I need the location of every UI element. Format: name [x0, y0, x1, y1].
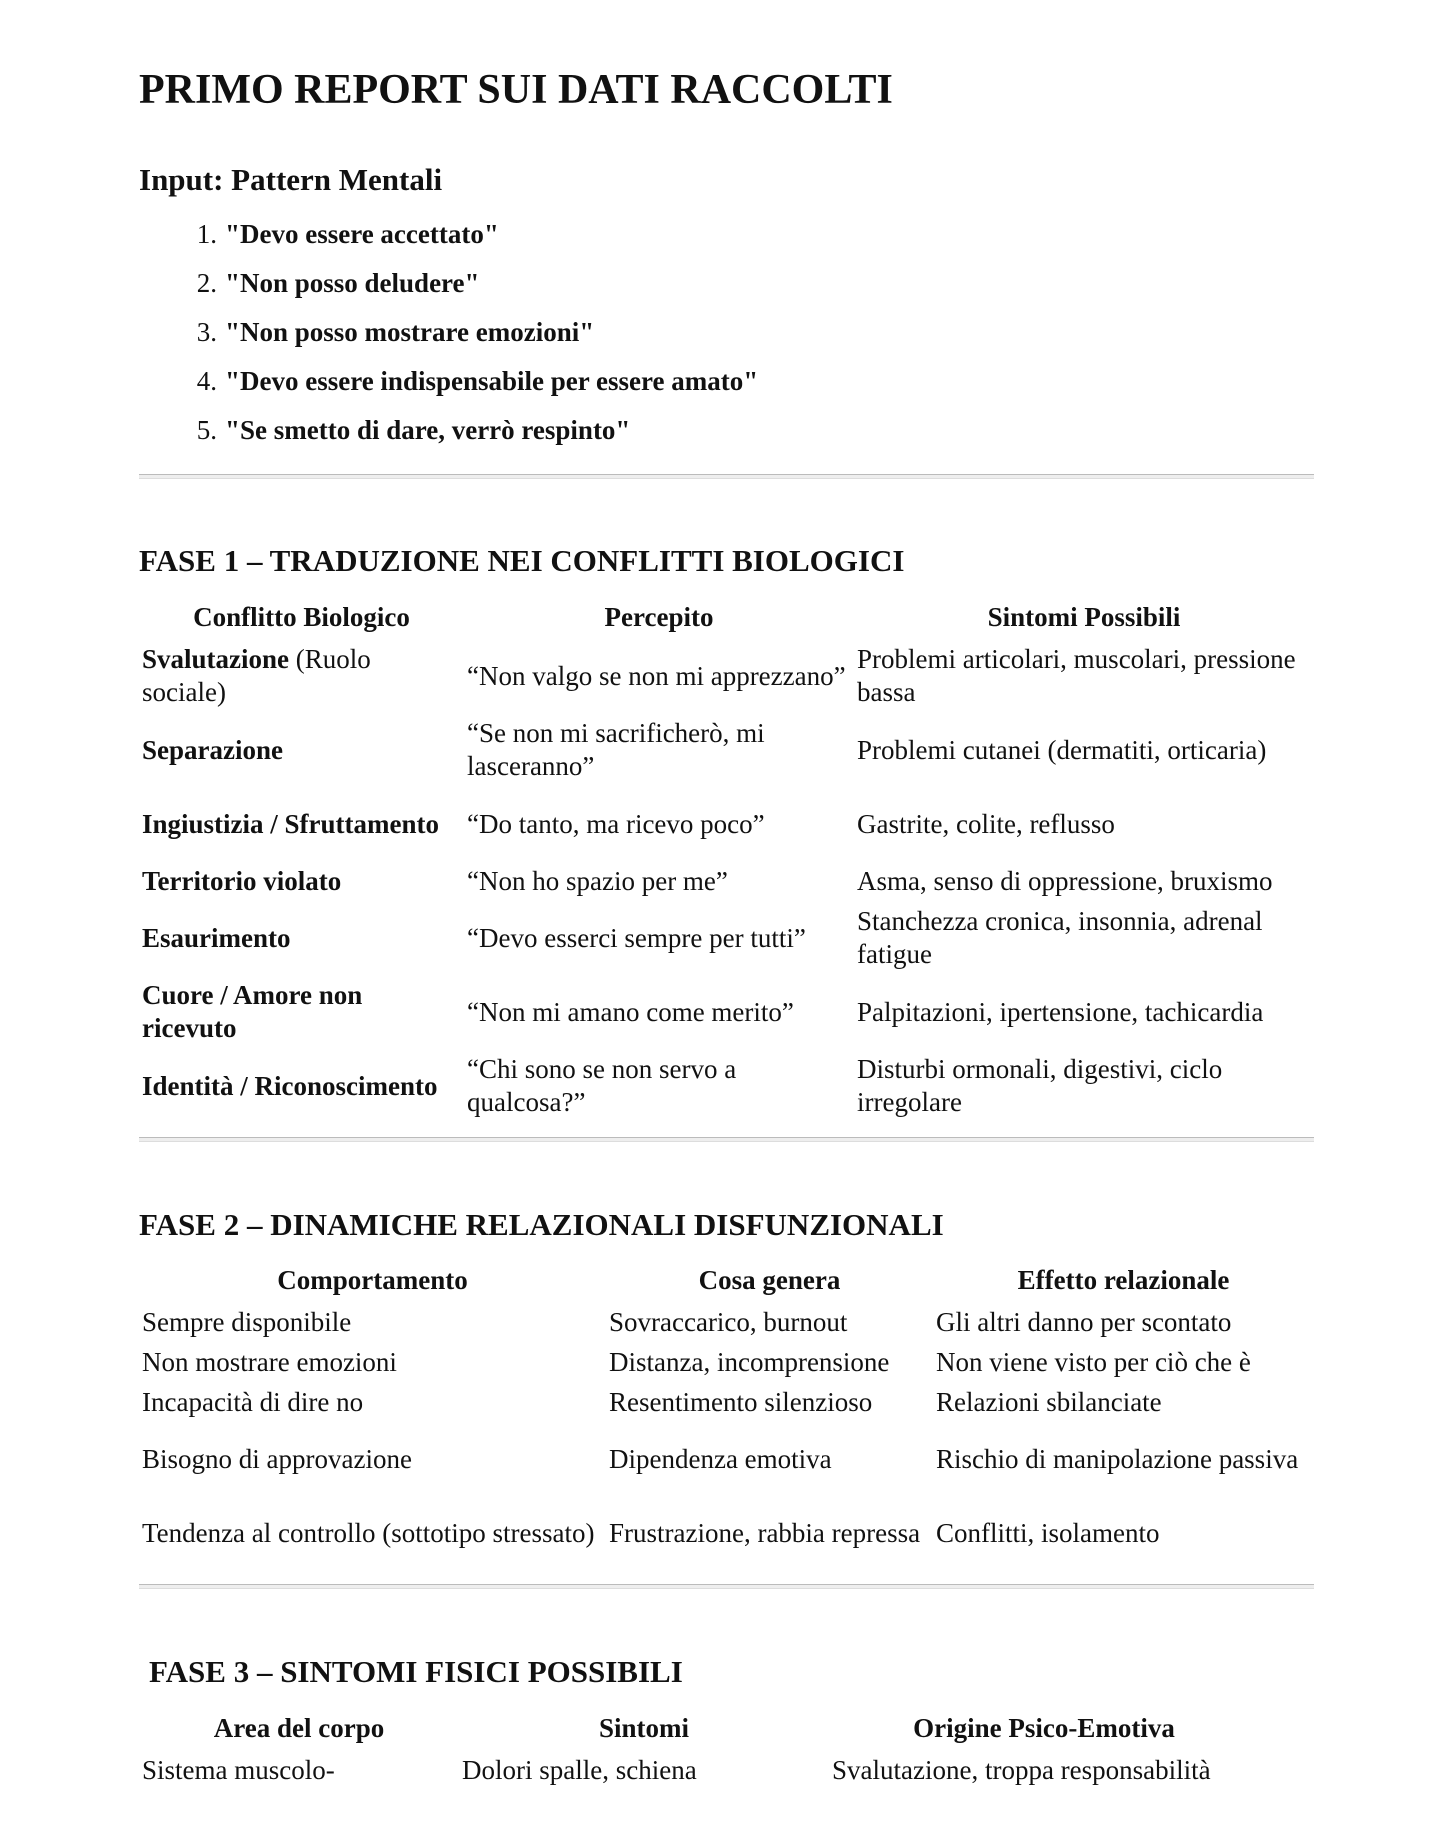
- fase1-table: [139, 595, 1314, 1123]
- column-header: Sintomi Possibili: [987, 601, 1181, 632]
- table-header-row: [139, 595, 1314, 639]
- column-header: Conflitto Biologico: [193, 601, 410, 632]
- table-cell: Frustrazione, rabbia repressa: [609, 1517, 921, 1548]
- table-row: [139, 1496, 1314, 1570]
- table-cell: Svalutazione, troppa responsabilità: [832, 1754, 1211, 1785]
- table-cell: Relazioni sbilanciate: [936, 1386, 1162, 1417]
- table-cell: Incapacità di dire no: [142, 1386, 364, 1417]
- fase3-table: [139, 1706, 1259, 1790]
- fase2-heading: FASE 2 – DINAMICHE RELAZIONALI DISFUNZIONALI: [139, 1207, 944, 1242]
- table-row: [139, 1422, 1314, 1496]
- table-row: [139, 713, 1314, 787]
- table-cell: Non mostrare emozioni: [142, 1346, 397, 1377]
- table-row: [139, 901, 1314, 975]
- column-header: Origine Psico-Emotiva: [913, 1712, 1175, 1743]
- fase3-heading: FASE 3 – SINTOMI FISICI POSSIBILI: [149, 1654, 683, 1689]
- column-header: Cosa genera: [698, 1264, 841, 1295]
- list-number: 1.: [196, 219, 217, 249]
- list-number: 3.: [196, 317, 217, 347]
- table-row: [139, 1302, 1314, 1342]
- divider: [139, 1137, 1314, 1142]
- table-cell: “Non valgo se non mi apprezzano”: [467, 660, 846, 691]
- table-cell: Gastrite, colite, reflusso: [857, 808, 1115, 839]
- list-item: [139, 259, 758, 308]
- table-cell: Ingiustizia / Sfruttamento: [142, 808, 439, 839]
- table-row: [139, 975, 1314, 1049]
- table-cell: Gli altri danno per scontato: [936, 1306, 1232, 1337]
- table-cell: Identità / Riconoscimento: [142, 1070, 438, 1101]
- table-cell: Separazione: [142, 734, 283, 765]
- list-number: 2.: [196, 268, 217, 298]
- table-cell: Dipendenza emotiva: [609, 1443, 832, 1474]
- table-header-row: [139, 1706, 1259, 1750]
- table-row: [139, 787, 1314, 861]
- table-cell: Tendenza al controllo (sottotipo stressato): [142, 1517, 595, 1548]
- table-header-row: [139, 1258, 1314, 1302]
- table-row: [139, 1382, 1314, 1422]
- table-cell: Problemi articolari, muscolari, pressione bassa: [857, 644, 1296, 707]
- list-text: "Non posso mostrare emozioni": [225, 317, 595, 347]
- table-row: [139, 1750, 1259, 1790]
- table-cell: Bisogno di approvazione: [142, 1443, 412, 1474]
- table-cell: Dolori spalle, schiena: [462, 1754, 697, 1785]
- fase1-heading: FASE 1 – TRADUZIONE NEI CONFLITTI BIOLOGICI: [139, 543, 905, 578]
- conflict-note: (Ruolo sociale): [142, 644, 371, 707]
- pattern-list: [139, 210, 758, 455]
- table-cell: “Chi sono se non servo a qualcosa?”: [467, 1054, 737, 1117]
- list-number: 5.: [196, 415, 217, 445]
- divider: [139, 474, 1314, 479]
- table-cell: Non viene visto per ciò che è: [936, 1346, 1251, 1377]
- column-header: Percepito: [604, 601, 714, 632]
- column-header: Effetto relazionale: [1017, 1264, 1230, 1295]
- table-cell: Palpitazioni, ipertensione, tachicardia: [857, 996, 1264, 1027]
- table-row: [139, 1342, 1314, 1382]
- table-cell: Territorio violato: [142, 865, 342, 896]
- input-heading: Input: Pattern Mentali: [139, 162, 443, 197]
- column-header: Sintomi: [598, 1712, 690, 1743]
- table-row: [139, 639, 1314, 713]
- table-cell: Esaurimento: [142, 922, 291, 953]
- list-item: [139, 357, 758, 406]
- table-cell: Cuore / Amore non ricevuto: [142, 980, 363, 1043]
- divider: [139, 1584, 1314, 1589]
- table-cell: [139, 639, 464, 713]
- list-item: [139, 406, 758, 455]
- table-cell: “Non mi amano come merito”: [467, 996, 794, 1027]
- list-item: [139, 210, 758, 259]
- table-cell: Problemi cutanei (dermatiti, orticaria): [857, 734, 1267, 765]
- column-header: Area del corpo: [213, 1712, 385, 1743]
- list-item: [139, 308, 758, 357]
- list-text: "Non posso deludere": [225, 268, 480, 298]
- conflict-name: Svalutazione: [142, 644, 290, 674]
- table-cell: Sistema muscolo-: [142, 1754, 335, 1785]
- list-number: 4.: [196, 366, 217, 396]
- list-text: "Se smetto di dare, verrò respinto": [225, 415, 631, 445]
- table-row: [139, 1049, 1314, 1123]
- fase2-table: [139, 1258, 1314, 1570]
- table-cell: Rischio di manipolazione passiva: [936, 1443, 1299, 1474]
- table-cell: Sempre disponibile: [142, 1306, 352, 1337]
- table-cell: “Non ho spazio per me”: [467, 865, 728, 896]
- table-cell: Conflitti, isolamento: [936, 1517, 1160, 1548]
- table-cell: Distanza, incomprensione: [609, 1346, 890, 1377]
- table-cell: Sovraccarico, burnout: [609, 1306, 848, 1337]
- list-text: "Devo essere accettato": [225, 219, 499, 249]
- table-row: [139, 861, 1314, 901]
- table-cell: Disturbi ormonali, digestivi, ciclo irregolare: [857, 1054, 1223, 1117]
- table-cell: Asma, senso di oppressione, bruxismo: [857, 865, 1273, 896]
- table-cell: Stanchezza cronica, insonnia, adrenal fatigue: [857, 906, 1263, 969]
- table-cell: “Se non mi sacrificherò, mi lasceranno”: [467, 718, 765, 781]
- page-title: PRIMO REPORT SUI DATI RACCOLTI: [139, 67, 893, 113]
- column-header: Comportamento: [277, 1264, 468, 1295]
- list-text: "Devo essere indispensabile per essere amato": [225, 366, 759, 396]
- table-cell: “Do tanto, ma ricevo poco”: [467, 808, 765, 839]
- table-cell: Resentimento silenzioso: [609, 1386, 873, 1417]
- table-cell: “Devo esserci sempre per tutti”: [467, 922, 806, 953]
